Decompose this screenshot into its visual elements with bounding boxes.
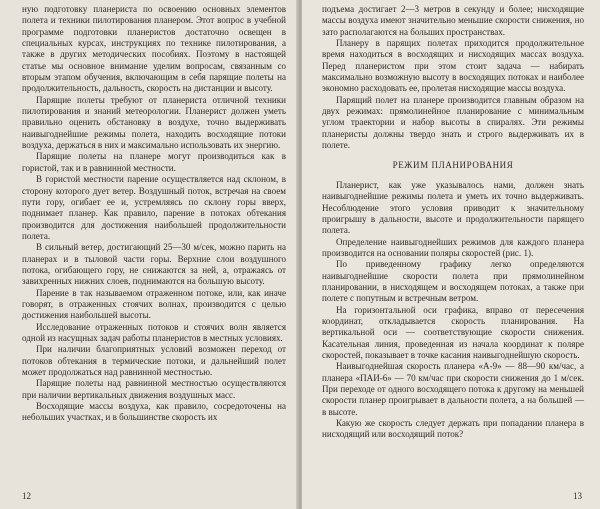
paragraph: Парящие полеты над равнинной местностью осуществляются при наличии вертикальных движения воздушных масс.: [22, 378, 286, 400]
paragraph: Планерист, как уже указывалось нами, должен знать наивыгоднейшие режимы полета и уметь их точно выдерживать. Несоблюдение этого условия приводит к значительному проигрышу в дальности, высоте и продолжительности парящего полета.: [322, 179, 584, 236]
paragraph: Какую же скорость следует держать при попадании планера в нисходящий или восходящий поток?: [322, 418, 584, 440]
paragraph: Планеру в парящих полетах приходится продолжительное время находиться в восходящих и нисходящих массах воздуха. Перед планеристом при этом стоит задача — набирать максимально возможную высоту в восходящих потоках и наиболее экономно расходовать ее, пролетая нисходящие массы воздуха.: [322, 38, 584, 94]
section-heading: РЕЖИМ ПЛАНИРОВАНИЯ: [392, 160, 514, 171]
paragraph: В гористой местности парение осуществляется над склоном, в сторону которого дует ветер. Воздушный поток, встречая на своем пути гору, огибает ее и, устремляясь по склону горы вверх, поднимает планер. Как правило, парение в потоках обтекания производится для достижения наибольшей продолжительности полета.: [22, 174, 286, 241]
paragraph: Парящий полет на планере производится главным образом на двух режимах: прямолинейное планирование с минимальным углом траектории и набор высоты в спиралях. Эти режимы планеристы должны твердо знать и строго выдерживать их в полете.: [322, 94, 584, 151]
paragraph: На горизонтальной оси графика, вправо от пересечения координат, откладывается скорость планирования. На вертикальной оси — соответствующие скорости снижения. Касательная линия, проведенная из начала координат к поляре скоростей, показывает в точке касания наивыгоднейшую скорость.: [322, 304, 584, 360]
paragraph: В сильный ветер, достигающий 25—30 м/сек, можно парить на планерах и в тыловой части горы. Верхние слои воздушного потока, огибающего гору, не снижаются за ней, а, отражаясь от завихренных нижних слоев, поднимаются на большую высоту.: [22, 242, 286, 287]
left-page-text: [22, 4, 286, 424]
left-page: [0, 0, 298, 509]
paragraph: Парение в так называемом отраженном потоке, или, как иначе говорят, в отраженных стоячих волнах, производится с целью достижения наибольшей высоты.: [22, 287, 286, 321]
paragraph: При наличии благоприятных условий возможен переход от потоков обтекания в термические потоки, и дальнейший полет может продолжаться над равнинной местностью.: [22, 344, 286, 377]
paragraph: Исследование отраженных потоков и стоячих волн является одной из насущных задач работы планеристов в местных условиях.: [22, 321, 286, 343]
right-page: [302, 0, 600, 509]
paragraph: По приведенному графику легко определяются наивыгоднейшие скорости полета при прямолинейном планировании, в нисходящем и восходящем потоках, а также при полете с попутным и встречным ветром.: [322, 259, 584, 304]
paragraph: подъема достигает 2—3 метров в секунду и более; нисходящие массы воздуха имеют значительно меньшие скорости снижения, но зато располагаются на больших пространствах.: [322, 4, 584, 37]
right-page-text: [322, 4, 584, 441]
page-number: 12: [22, 491, 31, 501]
paragraph: ную подготовку планериста по освоению основных элементов полета и техники пилотирования планером. Этот вопрос в учебной программе подготовки планеристов достаточно освещен в специальных курсах, инструкциях по технике пилотирования, а также в других методических пособиях. Поэтому в настоящей статье мы основное внимание уделим вопросам, связанным со вторым этапом обучения, включающим в себя парящие полеты на продолжительность, дальность, скорость на дистанции и высоту.: [22, 4, 286, 94]
paragraph: Наивыгоднейшая скорость планера «А-9» — 88—90 км/час, а планера «ПАИ-6» — 70 км/час при скорости снижения до 1 м/сек. При переходе от одного восходящего потока к другому на меньшей скорости планер проигрывает в дальности полета, а на большей — в высоте.: [322, 361, 584, 417]
paragraph: Восходящие массы воздуха, как правило, сосредоточены на небольших участках, и в большинстве скорость их: [22, 401, 286, 423]
paragraph: Парящие полеты на планере могут производиться как в гористой, так и в равнинной местности.: [22, 151, 286, 173]
paragraph: Парящие полеты требуют от планериста отличной техники пилотирования и знаний метеорологии. Планерист должен уметь правильно оценить обстановку в воздухе, точно выдерживать наивыгоднейшие режимы полета, находить восходящие потоки воздуха, держаться в них и максимально использовать их энергию.: [22, 94, 286, 151]
page-number: 13: [573, 491, 582, 501]
paragraph: Определение наивыгоднейших режимов для каждого планера производится на основании поляры скоростей (рис. 1).: [322, 236, 584, 258]
